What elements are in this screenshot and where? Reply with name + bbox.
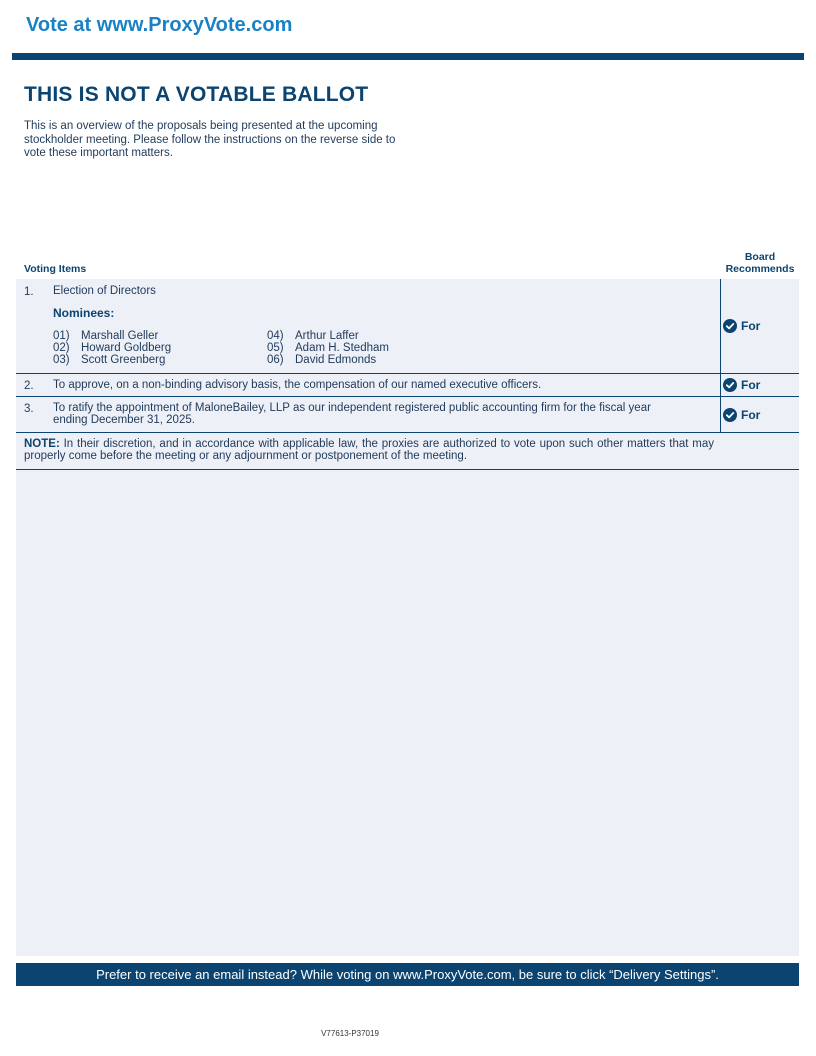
nominee-row: 03) Scott Greenberg bbox=[53, 354, 166, 366]
note-body: In their discretion, and in accordance with applicable law, the proxies are authorized to vote upon such other matters that may properly come before the meeting or any adjournment or postponement of the meeting. bbox=[24, 438, 714, 462]
board-recommends-line1: Board bbox=[744, 251, 776, 263]
nominee-row: 06) David Edmonds bbox=[267, 354, 377, 366]
recommendation-label: For bbox=[741, 408, 761, 422]
ballot-intro: This is an overview of the proposals being presented at the upcoming stockholder meeting. Please follow the instructions on the reverse side to vote these important matters. bbox=[24, 120, 396, 159]
item-text-line1: To ratify the appointment of MaloneBailey, LLP as our independent registered public accounting firm for the fiscal year bbox=[53, 402, 651, 414]
item-number: 3. bbox=[24, 403, 34, 415]
document-code: V77613-P37019 bbox=[321, 1029, 379, 1038]
item-text: To approve, on a non-binding advisory basis, the compensation of our named executive officers. bbox=[53, 379, 542, 391]
column-divider bbox=[720, 279, 721, 432]
item-number: 1. bbox=[24, 286, 34, 298]
voting-item-3 bbox=[16, 397, 799, 433]
nominee-row: 04) Arthur Laffer bbox=[267, 330, 359, 342]
recommendation-label: For bbox=[741, 319, 761, 333]
proxyvote-header-title: Vote at www.ProxyVote.com bbox=[26, 14, 293, 36]
email-delivery-banner: Prefer to receive an email instead? While voting on www.ProxyVote.com, be sure to click “Delivery Settings”. bbox=[16, 963, 799, 986]
check-circle-icon bbox=[723, 378, 737, 392]
note-row bbox=[16, 433, 799, 470]
board-recommends-header bbox=[720, 251, 800, 275]
board-recommendation bbox=[723, 319, 760, 333]
item-text-line2: ending December 31, 2025. bbox=[53, 414, 195, 426]
nominee-row: 02) Howard Goldberg bbox=[53, 342, 172, 354]
voting-item-2 bbox=[16, 374, 799, 397]
nominee-row: 05) Adam H. Stedham bbox=[267, 342, 389, 354]
board-recommendation bbox=[723, 408, 760, 422]
check-circle-icon bbox=[723, 408, 737, 422]
note-text bbox=[24, 439, 714, 462]
nominee-list-left bbox=[53, 330, 171, 366]
ballot-title: THIS IS NOT A VOTABLE BALLOT bbox=[24, 83, 369, 106]
board-recommendation bbox=[723, 378, 760, 392]
note-label: NOTE: bbox=[24, 438, 60, 450]
board-recommends-line2: Recommends bbox=[725, 263, 795, 275]
nominee-list-right bbox=[267, 330, 389, 366]
item-text: Election of Directors bbox=[53, 285, 156, 297]
voting-item-1 bbox=[16, 279, 799, 374]
voting-items-header: Voting Items bbox=[24, 263, 87, 275]
check-circle-icon bbox=[723, 319, 737, 333]
item-number: 2. bbox=[24, 380, 34, 392]
nominee-row: 01) Marshall Geller bbox=[53, 330, 159, 342]
nominees-label: Nominees: bbox=[53, 306, 115, 320]
header-rule bbox=[12, 53, 804, 60]
recommendation-label: For bbox=[741, 378, 761, 392]
